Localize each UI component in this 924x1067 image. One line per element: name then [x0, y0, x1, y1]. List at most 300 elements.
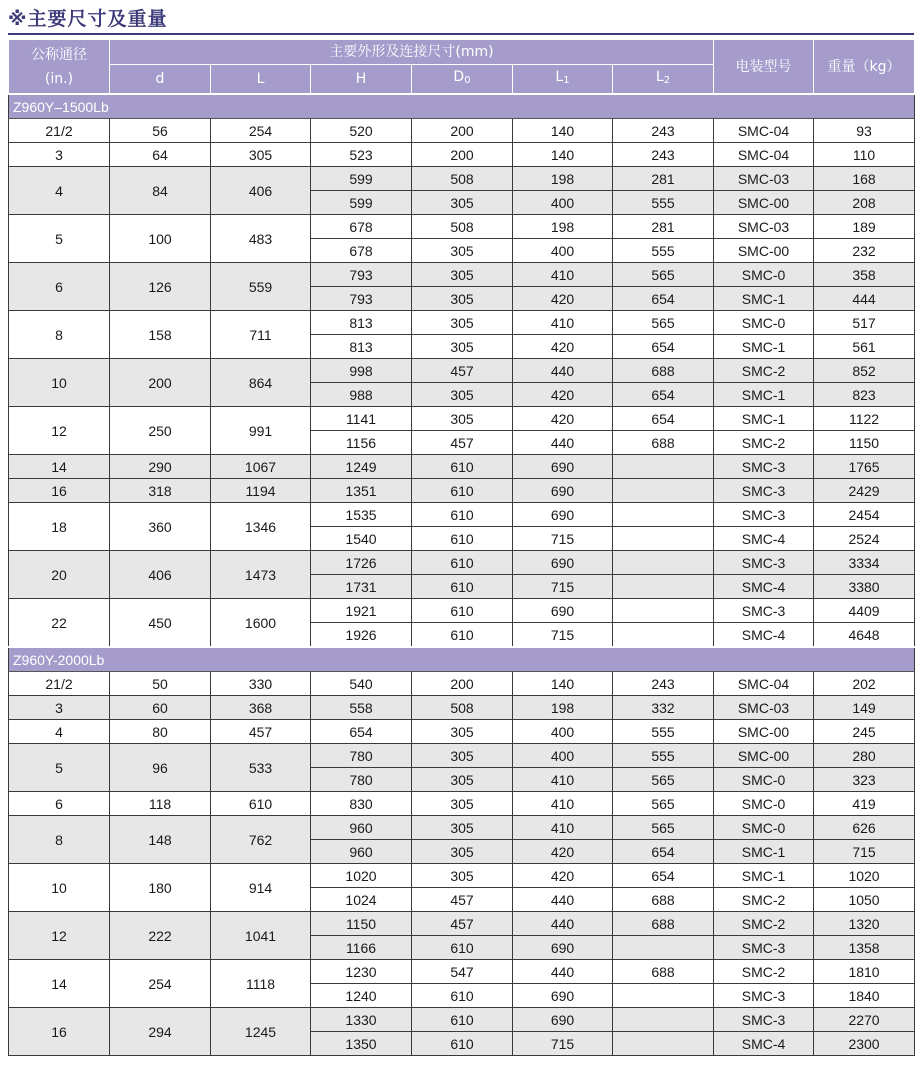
actuator-model-cell: SMC-1 — [714, 864, 814, 888]
d0-cell: 305 — [412, 191, 513, 215]
actuator-model-cell: SMC-2 — [714, 912, 814, 936]
l2-cell — [613, 623, 714, 648]
l-cell: 711 — [211, 311, 311, 359]
h-cell: 558 — [311, 696, 412, 720]
l1-cell: 400 — [513, 191, 613, 215]
l1-cell: 420 — [513, 287, 613, 311]
table-row — [9, 551, 915, 575]
weight-cell: 189 — [814, 215, 915, 239]
size-cell: 8 — [9, 311, 110, 359]
section-header-row — [9, 94, 915, 119]
l1-cell: 410 — [513, 792, 613, 816]
d0-cell: 610 — [412, 1032, 513, 1056]
size-cell: 12 — [9, 912, 110, 960]
table-row — [9, 960, 915, 984]
weight-cell: 93 — [814, 119, 915, 143]
l2-cell: 654 — [613, 864, 714, 888]
weight-cell: 3380 — [814, 575, 915, 599]
l2-cell: 565 — [613, 792, 714, 816]
d-cell: 250 — [110, 407, 211, 455]
l1-cell: 690 — [513, 599, 613, 623]
size-cell: 16 — [9, 479, 110, 503]
h-cell: 599 — [311, 191, 412, 215]
l-cell: 1346 — [211, 503, 311, 551]
l2-cell: 281 — [613, 167, 714, 191]
h-cell: 1166 — [311, 936, 412, 960]
l2-cell: 243 — [613, 672, 714, 696]
h-cell: 1150 — [311, 912, 412, 936]
table-header — [9, 40, 915, 94]
d0-cell: 610 — [412, 936, 513, 960]
l2-cell — [613, 599, 714, 623]
h-cell: 780 — [311, 744, 412, 768]
l-cell: 406 — [211, 167, 311, 215]
l2-cell — [613, 936, 714, 960]
actuator-model-cell: SMC-4 — [714, 575, 814, 599]
d-cell: 294 — [110, 1008, 211, 1056]
d-cell: 180 — [110, 864, 211, 912]
weight-cell: 1765 — [814, 455, 915, 479]
header-d0-main: D — [453, 69, 465, 85]
weight-cell: 280 — [814, 744, 915, 768]
weight-cell: 823 — [814, 383, 915, 407]
size-cell: 6 — [9, 263, 110, 311]
d0-cell: 610 — [412, 479, 513, 503]
l2-cell: 332 — [613, 696, 714, 720]
l2-cell: 654 — [613, 335, 714, 359]
table-body — [9, 94, 915, 1056]
table-row — [9, 359, 915, 383]
l2-cell: 555 — [613, 720, 714, 744]
weight-cell: 4409 — [814, 599, 915, 623]
actuator-model-cell: SMC-3 — [714, 599, 814, 623]
d0-cell: 305 — [412, 407, 513, 431]
d0-cell: 305 — [412, 864, 513, 888]
l-cell: 1041 — [211, 912, 311, 960]
h-cell: 793 — [311, 263, 412, 287]
l-cell: 914 — [211, 864, 311, 912]
l1-cell: 440 — [513, 912, 613, 936]
size-cell: 21/2 — [9, 119, 110, 143]
h-cell: 960 — [311, 840, 412, 864]
l1-cell: 690 — [513, 551, 613, 575]
actuator-model-cell: SMC-1 — [714, 383, 814, 407]
table-row — [9, 816, 915, 840]
actuator-model-cell: SMC-3 — [714, 479, 814, 503]
h-cell: 1230 — [311, 960, 412, 984]
l2-cell: 688 — [613, 960, 714, 984]
l2-cell: 654 — [613, 840, 714, 864]
table-row — [9, 263, 915, 287]
actuator-model-cell: SMC-4 — [714, 527, 814, 551]
dimension-weight-table — [8, 40, 915, 1056]
header-d0-sub: 0 — [464, 75, 471, 86]
d-cell: 50 — [110, 672, 211, 696]
d0-cell: 508 — [412, 215, 513, 239]
l2-cell: 688 — [613, 912, 714, 936]
weight-cell: 1122 — [814, 407, 915, 431]
weight-cell: 2524 — [814, 527, 915, 551]
weight-cell: 1840 — [814, 984, 915, 1008]
size-cell: 5 — [9, 215, 110, 263]
weight-cell: 110 — [814, 143, 915, 167]
weight-cell: 3334 — [814, 551, 915, 575]
l-cell: 368 — [211, 696, 311, 720]
header-l1-main: L — [555, 69, 564, 85]
l1-cell: 198 — [513, 696, 613, 720]
size-cell: 3 — [9, 143, 110, 167]
weight-cell: 2429 — [814, 479, 915, 503]
l2-cell: 565 — [613, 768, 714, 792]
table-row — [9, 311, 915, 335]
d0-cell: 610 — [412, 455, 513, 479]
d0-cell: 610 — [412, 527, 513, 551]
table-row — [9, 792, 915, 816]
h-cell: 678 — [311, 215, 412, 239]
header-d: d — [110, 65, 211, 95]
d0-cell: 610 — [412, 599, 513, 623]
h-cell: 813 — [311, 311, 412, 335]
actuator-model-cell: SMC-3 — [714, 984, 814, 1008]
weight-cell: 1320 — [814, 912, 915, 936]
actuator-model-cell: SMC-3 — [714, 936, 814, 960]
d0-cell: 200 — [412, 119, 513, 143]
l-cell: 1118 — [211, 960, 311, 1008]
l2-cell: 688 — [613, 359, 714, 383]
weight-cell: 419 — [814, 792, 915, 816]
l-cell: 254 — [211, 119, 311, 143]
table-row — [9, 479, 915, 503]
d0-cell: 610 — [412, 984, 513, 1008]
l1-cell: 410 — [513, 263, 613, 287]
actuator-model-cell: SMC-0 — [714, 792, 814, 816]
h-cell: 1726 — [311, 551, 412, 575]
l1-cell: 140 — [513, 672, 613, 696]
h-cell: 1350 — [311, 1032, 412, 1056]
d0-cell: 200 — [412, 672, 513, 696]
l1-cell: 410 — [513, 816, 613, 840]
d-cell: 360 — [110, 503, 211, 551]
h-cell: 780 — [311, 768, 412, 792]
d0-cell: 305 — [412, 816, 513, 840]
h-cell: 793 — [311, 287, 412, 311]
l1-cell: 140 — [513, 119, 613, 143]
l-cell: 864 — [211, 359, 311, 407]
actuator-model-cell: SMC-0 — [714, 768, 814, 792]
h-cell: 1156 — [311, 431, 412, 455]
h-cell: 1249 — [311, 455, 412, 479]
header-h: H — [311, 65, 412, 95]
d-cell: 126 — [110, 263, 211, 311]
l2-cell — [613, 503, 714, 527]
h-cell: 654 — [311, 720, 412, 744]
l1-cell: 690 — [513, 455, 613, 479]
actuator-model-cell: SMC-1 — [714, 840, 814, 864]
h-cell: 1351 — [311, 479, 412, 503]
header-l2-main: L — [655, 69, 664, 85]
l-cell: 610 — [211, 792, 311, 816]
l1-cell: 690 — [513, 1008, 613, 1032]
d-cell: 118 — [110, 792, 211, 816]
table-row — [9, 167, 915, 191]
d0-cell: 457 — [412, 912, 513, 936]
size-cell: 12 — [9, 407, 110, 455]
d0-cell: 305 — [412, 840, 513, 864]
actuator-model-cell: SMC-00 — [714, 239, 814, 263]
actuator-model-cell: SMC-3 — [714, 1008, 814, 1032]
actuator-model-cell: SMC-04 — [714, 119, 814, 143]
header-nominal-size-label: 公称通径 — [31, 46, 87, 63]
d0-cell: 610 — [412, 551, 513, 575]
l1-cell: 440 — [513, 431, 613, 455]
h-cell: 813 — [311, 335, 412, 359]
l1-cell: 715 — [513, 575, 613, 599]
d-cell: 450 — [110, 599, 211, 648]
weight-cell: 715 — [814, 840, 915, 864]
l2-cell: 565 — [613, 263, 714, 287]
h-cell: 998 — [311, 359, 412, 383]
l-cell: 1194 — [211, 479, 311, 503]
d0-cell: 610 — [412, 575, 513, 599]
actuator-model-cell: SMC-1 — [714, 407, 814, 431]
d0-cell: 610 — [412, 503, 513, 527]
header-l2 — [613, 65, 714, 95]
page-title: ※主要尺寸及重量 — [8, 8, 168, 30]
l1-cell: 410 — [513, 311, 613, 335]
actuator-model-cell: SMC-04 — [714, 143, 814, 167]
size-cell: 4 — [9, 167, 110, 215]
d-cell: 148 — [110, 816, 211, 864]
table-row — [9, 744, 915, 768]
size-cell: 14 — [9, 455, 110, 479]
d0-cell: 305 — [412, 287, 513, 311]
actuator-model-cell: SMC-04 — [714, 672, 814, 696]
h-cell: 678 — [311, 239, 412, 263]
l2-cell: 243 — [613, 119, 714, 143]
actuator-model-cell: SMC-03 — [714, 167, 814, 191]
l1-cell: 715 — [513, 623, 613, 648]
d0-cell: 457 — [412, 359, 513, 383]
actuator-model-cell: SMC-3 — [714, 455, 814, 479]
actuator-model-cell: SMC-00 — [714, 720, 814, 744]
l2-cell — [613, 551, 714, 575]
d0-cell: 305 — [412, 239, 513, 263]
weight-cell: 2454 — [814, 503, 915, 527]
table-row — [9, 912, 915, 936]
l1-cell: 400 — [513, 744, 613, 768]
size-cell: 4 — [9, 720, 110, 744]
h-cell: 1921 — [311, 599, 412, 623]
header-d0 — [412, 65, 513, 95]
l-cell: 330 — [211, 672, 311, 696]
l-cell: 1067 — [211, 455, 311, 479]
h-cell: 1024 — [311, 888, 412, 912]
size-cell: 14 — [9, 960, 110, 1008]
l-cell: 1473 — [211, 551, 311, 599]
h-cell: 1020 — [311, 864, 412, 888]
table-row — [9, 864, 915, 888]
l1-cell: 690 — [513, 984, 613, 1008]
weight-cell: 1810 — [814, 960, 915, 984]
table-row — [9, 672, 915, 696]
d0-cell: 547 — [412, 960, 513, 984]
d0-cell: 305 — [412, 383, 513, 407]
d-cell: 80 — [110, 720, 211, 744]
h-cell: 599 — [311, 167, 412, 191]
weight-cell: 517 — [814, 311, 915, 335]
l2-cell: 281 — [613, 215, 714, 239]
title-divider — [8, 33, 914, 35]
l2-cell: 565 — [613, 311, 714, 335]
table-row — [9, 696, 915, 720]
l2-cell: 555 — [613, 191, 714, 215]
weight-cell: 358 — [814, 263, 915, 287]
weight-cell: 168 — [814, 167, 915, 191]
l2-cell: 555 — [613, 744, 714, 768]
h-cell: 523 — [311, 143, 412, 167]
l2-cell: 688 — [613, 431, 714, 455]
l2-cell — [613, 479, 714, 503]
actuator-model-cell: SMC-3 — [714, 503, 814, 527]
l2-cell — [613, 575, 714, 599]
l1-cell: 715 — [513, 1032, 613, 1056]
actuator-model-cell: SMC-0 — [714, 816, 814, 840]
actuator-model-cell: SMC-0 — [714, 263, 814, 287]
header-actuator-model: 电装型号 — [714, 40, 814, 94]
header-l1 — [513, 65, 613, 95]
l-cell: 483 — [211, 215, 311, 263]
l1-cell: 400 — [513, 720, 613, 744]
l2-cell: 565 — [613, 816, 714, 840]
size-cell: 20 — [9, 551, 110, 599]
l1-cell: 690 — [513, 479, 613, 503]
actuator-model-cell: SMC-2 — [714, 960, 814, 984]
actuator-model-cell: SMC-00 — [714, 744, 814, 768]
actuator-model-cell: SMC-1 — [714, 287, 814, 311]
l1-cell: 420 — [513, 840, 613, 864]
header-l2-sub: 2 — [663, 75, 671, 86]
weight-cell: 4648 — [814, 623, 915, 648]
l1-cell: 440 — [513, 888, 613, 912]
h-cell: 1535 — [311, 503, 412, 527]
l1-cell: 420 — [513, 864, 613, 888]
d-cell: 200 — [110, 359, 211, 407]
h-cell: 1731 — [311, 575, 412, 599]
table-row — [9, 503, 915, 527]
d-cell: 84 — [110, 167, 211, 215]
h-cell: 1330 — [311, 1008, 412, 1032]
table-row — [9, 119, 915, 143]
d0-cell: 305 — [412, 720, 513, 744]
actuator-model-cell: SMC-2 — [714, 359, 814, 383]
h-cell: 960 — [311, 816, 412, 840]
l2-cell: 654 — [613, 287, 714, 311]
l2-cell — [613, 1032, 714, 1056]
l2-cell: 654 — [613, 383, 714, 407]
size-cell: 6 — [9, 792, 110, 816]
d-cell: 290 — [110, 455, 211, 479]
actuator-model-cell: SMC-1 — [714, 335, 814, 359]
section-title: Z960Y-2000Lb — [9, 647, 915, 672]
l2-cell: 555 — [613, 239, 714, 263]
l2-cell — [613, 527, 714, 551]
header-weight: 重量（kg） — [814, 40, 915, 94]
header-dimensions-group: 主要外形及连接尺寸(mm) — [110, 40, 714, 65]
l2-cell — [613, 1008, 714, 1032]
l1-cell: 440 — [513, 960, 613, 984]
l-cell: 457 — [211, 720, 311, 744]
h-cell: 1141 — [311, 407, 412, 431]
weight-cell: 232 — [814, 239, 915, 263]
h-cell: 540 — [311, 672, 412, 696]
d0-cell: 200 — [412, 143, 513, 167]
table-row — [9, 720, 915, 744]
d0-cell: 305 — [412, 792, 513, 816]
weight-cell: 208 — [814, 191, 915, 215]
d0-cell: 508 — [412, 167, 513, 191]
d0-cell: 305 — [412, 263, 513, 287]
header-l1-sub: 1 — [563, 75, 570, 86]
header-nominal-size-unit: (in.) — [44, 70, 74, 87]
d-cell: 254 — [110, 960, 211, 1008]
l2-cell: 243 — [613, 143, 714, 167]
weight-cell: 1020 — [814, 864, 915, 888]
l1-cell: 440 — [513, 359, 613, 383]
size-cell: 5 — [9, 744, 110, 792]
d0-cell: 610 — [412, 623, 513, 648]
l-cell: 533 — [211, 744, 311, 792]
l1-cell: 420 — [513, 407, 613, 431]
table-row — [9, 143, 915, 167]
d0-cell: 305 — [412, 311, 513, 335]
d0-cell: 305 — [412, 744, 513, 768]
l1-cell: 715 — [513, 527, 613, 551]
actuator-model-cell: SMC-4 — [714, 1032, 814, 1056]
h-cell: 830 — [311, 792, 412, 816]
weight-cell: 202 — [814, 672, 915, 696]
weight-cell: 561 — [814, 335, 915, 359]
actuator-model-cell: SMC-3 — [714, 551, 814, 575]
weight-cell: 149 — [814, 696, 915, 720]
d0-cell: 305 — [412, 335, 513, 359]
d-cell: 56 — [110, 119, 211, 143]
header-l: L — [211, 65, 311, 95]
d-cell: 158 — [110, 311, 211, 359]
d-cell: 96 — [110, 744, 211, 792]
l1-cell: 198 — [513, 215, 613, 239]
l-cell: 991 — [211, 407, 311, 455]
l2-cell: 688 — [613, 888, 714, 912]
weight-cell: 1050 — [814, 888, 915, 912]
weight-cell: 2270 — [814, 1008, 915, 1032]
d-cell: 100 — [110, 215, 211, 263]
d0-cell: 508 — [412, 696, 513, 720]
size-cell: 10 — [9, 359, 110, 407]
size-cell: 3 — [9, 696, 110, 720]
actuator-model-cell: SMC-2 — [714, 431, 814, 455]
l1-cell: 690 — [513, 936, 613, 960]
l1-cell: 140 — [513, 143, 613, 167]
weight-cell: 626 — [814, 816, 915, 840]
table-row — [9, 215, 915, 239]
l1-cell: 198 — [513, 167, 613, 191]
size-cell: 8 — [9, 816, 110, 864]
d0-cell: 610 — [412, 1008, 513, 1032]
d-cell: 406 — [110, 551, 211, 599]
l1-cell: 420 — [513, 383, 613, 407]
d-cell: 60 — [110, 696, 211, 720]
h-cell: 1240 — [311, 984, 412, 1008]
